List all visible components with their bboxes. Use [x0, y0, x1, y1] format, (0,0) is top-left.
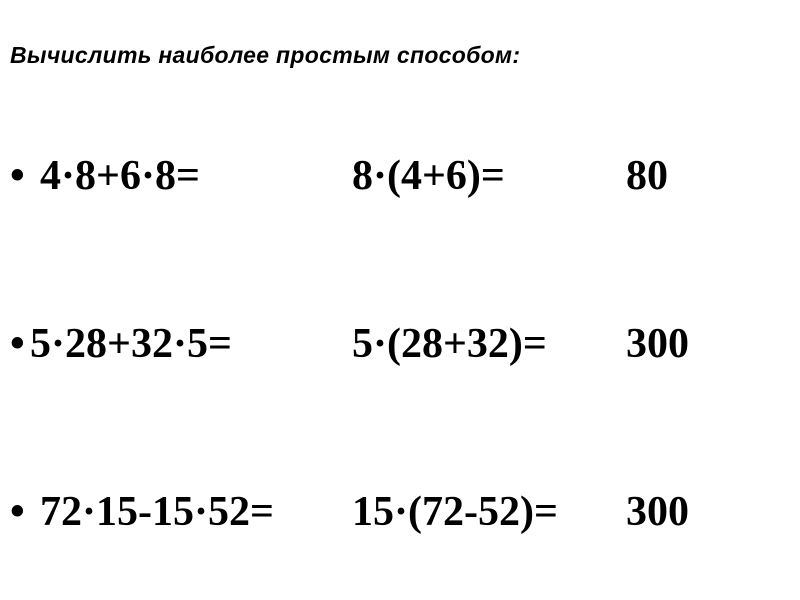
page-title: Вычислить наиболее простым способом: [10, 42, 521, 68]
factored-expression: 5·(28+32)= [352, 321, 547, 367]
bullet-icon: • [10, 321, 25, 367]
problem-row-1 [0, 146, 800, 206]
original-expression: 5·28+32·5= [30, 321, 232, 367]
problem-row-3 [0, 482, 800, 542]
factored-expression: 15·(72-52)= [352, 489, 558, 535]
factored-expression: 8·(4+6)= [352, 153, 505, 199]
original-expression: 72·15-15·52= [40, 489, 274, 535]
bullet-icon: • [10, 489, 25, 535]
original-expression: 4·8+6·8= [40, 153, 200, 199]
answer: 300 [626, 321, 689, 367]
answer: 300 [626, 489, 689, 535]
bullet-icon: • [10, 153, 25, 199]
problem-row-2 [0, 314, 800, 374]
answer: 80 [626, 153, 668, 199]
